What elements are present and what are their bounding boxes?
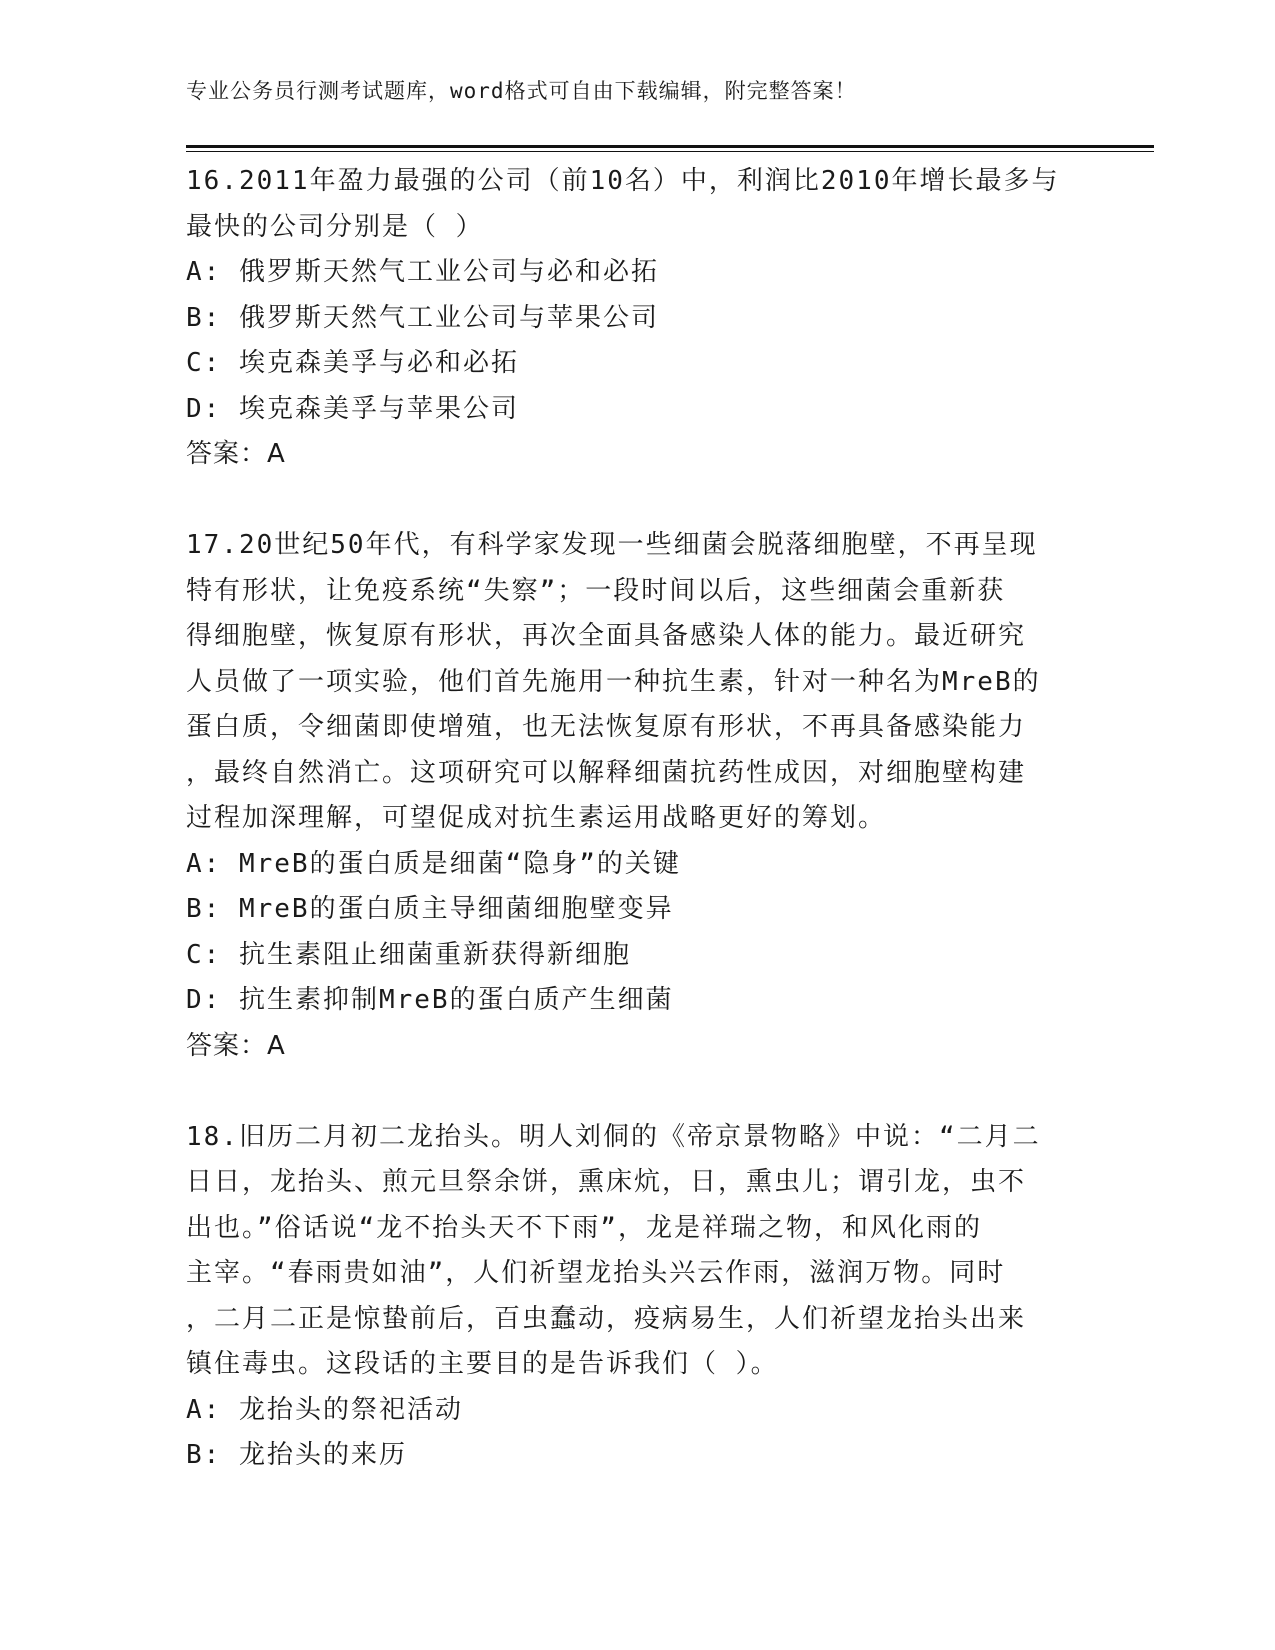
- question-stem-line: 主宰。“春雨贵如油”，人们祈望龙抬头兴云作雨，滋润万物。同时: [186, 1258, 1006, 1288]
- question-18: [186, 1115, 1086, 1479]
- option-c: C: 抗生素阻止细菌重新获得新细胞: [186, 939, 631, 970]
- question-16: [186, 159, 1086, 478]
- option-a: A: 龙抬头的祭祀活动: [186, 1394, 463, 1425]
- option-c: C: 埃克森美孚与必和必拓: [186, 348, 519, 378]
- question-stem-line: 日日，龙抬头、煎元旦祭余饼，熏床炕，日，熏虫儿；谓引龙，虫不: [186, 1167, 1027, 1197]
- question-17: [186, 523, 1086, 1069]
- spacer: [186, 1069, 1086, 1115]
- questions-content: [186, 159, 1086, 1479]
- option-a: A: 俄罗斯天然气工业公司与必和必拓: [186, 257, 659, 287]
- answer-line: 答案：A: [186, 439, 286, 469]
- spacer: [186, 478, 1086, 524]
- option-d: D: 抗生素抑制MreB的蛋白质产生细菌: [186, 985, 674, 1015]
- question-stem-line: ，二月二正是惊蛰前后，百虫蠢动，疫病易生，人们祈望龙抬头出来: [186, 1303, 1027, 1334]
- option-a: A: MreB的蛋白质是细菌“隐身”的关键: [186, 848, 681, 879]
- answer-line: 答案：A: [186, 1030, 286, 1061]
- question-stem-line: 出也。”俗话说“龙不抬头天不下雨”，龙是祥瑞之物，和风化雨的: [186, 1212, 982, 1243]
- question-stem-line: ，最终自然消亡。这项研究可以解释细菌抗药性成因，对细胞壁构建: [186, 757, 1027, 788]
- question-stem-line: 蛋白质，令细菌即使增殖，也无法恢复原有形状，不再具备感染能力: [186, 712, 1027, 742]
- question-stem-line: 镇住毒虫。这段话的主要目的是告诉我们（ ）。: [186, 1349, 779, 1379]
- question-stem-line: 18.旧历二月初二龙抬头。明人刘侗的《帝京景物略》中说：“二月二: [186, 1121, 1041, 1152]
- question-stem-line: 特有形状，让免疫系统“失察”；一段时间以后，这些细菌会重新获: [186, 575, 1006, 606]
- page-header: 专业公务员行测考试题库，word格式可自由下载编辑，附完整答案！: [186, 79, 857, 103]
- question-stem-line: 人员做了一项实验，他们首先施用一种抗生素，针对一种名为MreB的: [186, 666, 1041, 697]
- question-stem-line: 最快的公司分别是（ ）: [186, 211, 484, 242]
- option-b: B: 俄罗斯天然气工业公司与苹果公司: [186, 302, 659, 333]
- option-d: D: 埃克森美孚与苹果公司: [186, 393, 519, 424]
- question-stem-line: 17.20世纪50年代，有科学家发现一些细菌会脱落细胞壁，不再呈现: [186, 530, 1038, 560]
- question-stem-line: 得细胞壁，恢复原有形状，再次全面具备感染人体的能力。最近研究: [186, 621, 1027, 651]
- option-b: B: MreB的蛋白质主导细菌细胞壁变异: [186, 894, 674, 924]
- option-b: B: 龙抬头的来历: [186, 1440, 407, 1470]
- header-rule-thick: [186, 145, 1154, 148]
- question-stem-line: 16.2011年盈力最强的公司（前10名）中，利润比2010年增长最多与: [186, 166, 1060, 196]
- header-rule-thin: [186, 151, 1154, 152]
- question-stem-line: 过程加深理解，可望促成对抗生素运用战略更好的筹划。: [186, 803, 887, 833]
